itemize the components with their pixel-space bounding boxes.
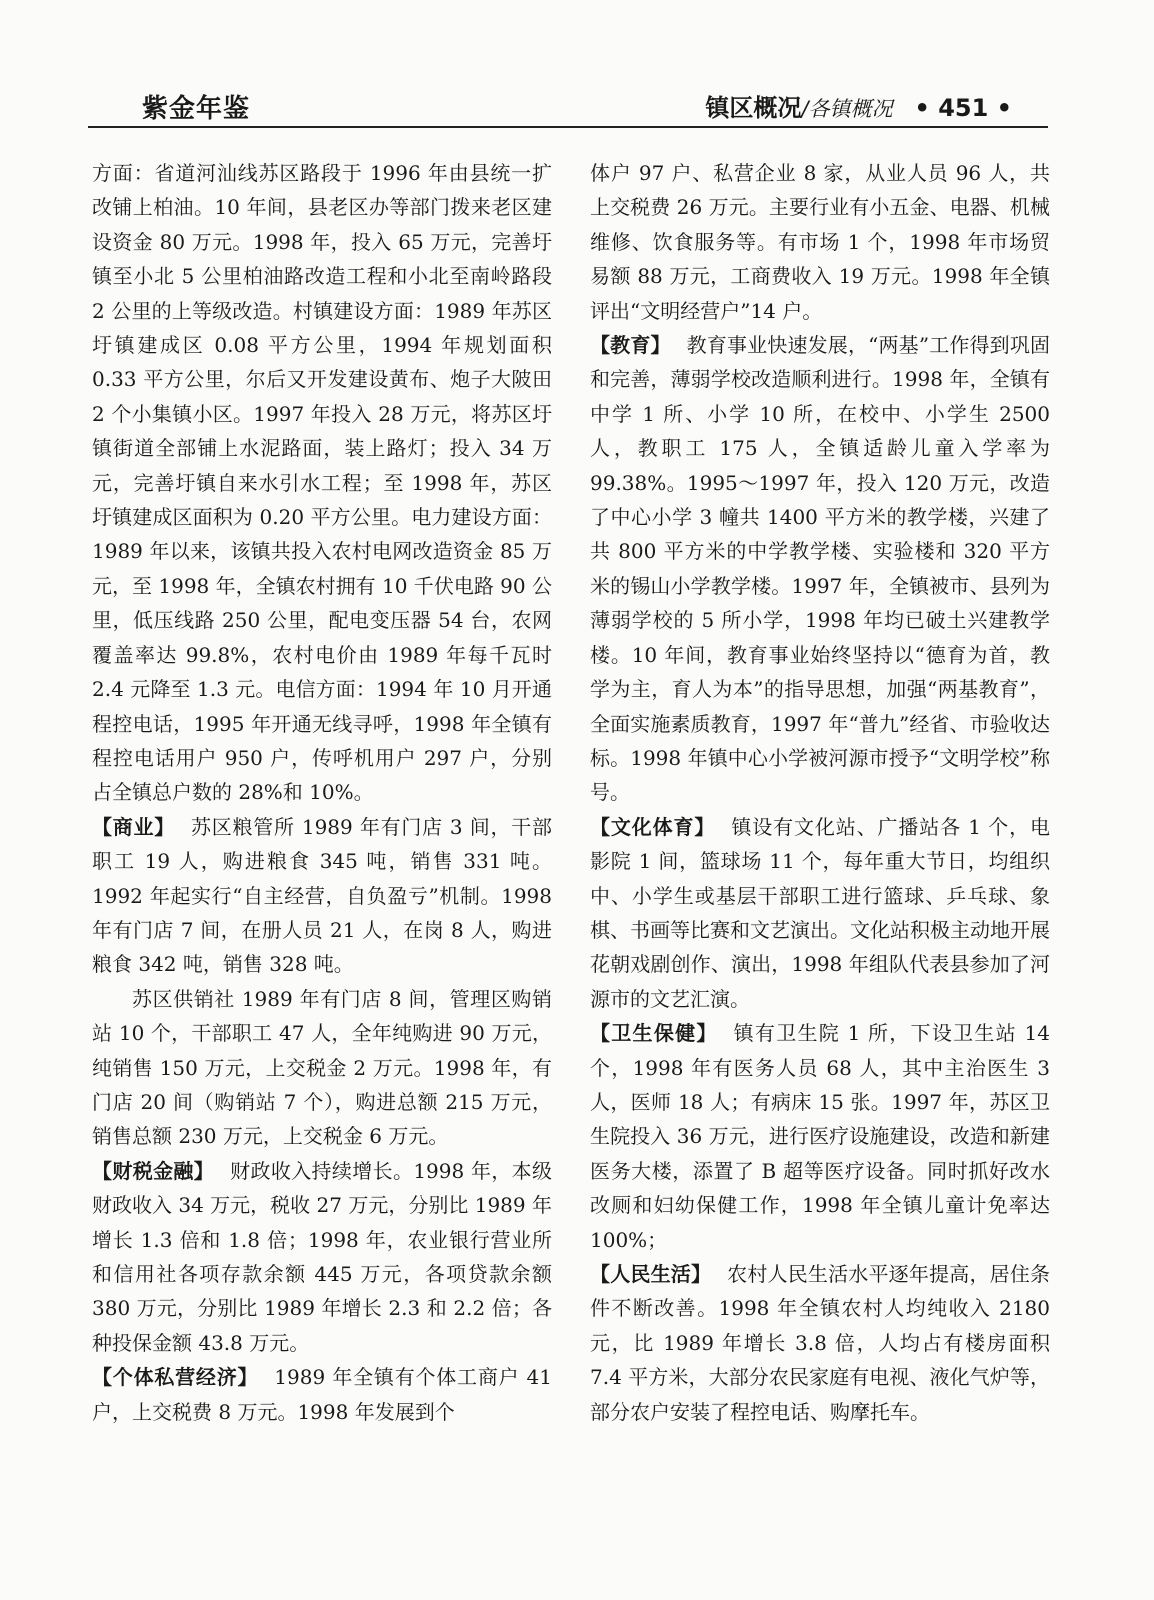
commerce-text: 苏区粮管所 1989 年有门店 3 间，干部职工 19 人，购进粮食 345 吨，销售 331 吨。1992 年起实行“自主经营，自负盈亏”机制。1998 年有门店 7 间，在册人员 21 人，在岗 8 人，购进粮食 342 吨，销售 328 吨。 [92,814,553,977]
private-economy-text: 1989 年全镇有个体工商户 41 户，上交税费 8 万元。1998 年发展到个 [92,1365,553,1424]
paragraph-finance [92,1154,552,1360]
section-subtitle: /各镇概况 [801,97,893,121]
section-heading-commerce: 【商业】 [92,814,175,839]
section-title: 镇区概况 [705,94,802,122]
left-column [92,156,552,1429]
right-column [590,156,1050,1429]
culture-sports-text: 镇设有文化站、广播站各 1 个，电影院 1 间，篮球场 11 个，每年重大节日，均组织中、小学生或基层干部职工进行篮球、乒乓球、象棋、书画等比赛和文艺演出。文化站积极主动地开展花朝戏剧创作、演出，1998 年组队代表县参加了河源市的文艺汇演。 [590,814,1050,1011]
section-heading-culture-sports: 【文化体育】 [590,814,716,839]
section-header [705,88,1012,123]
running-header [88,86,1048,130]
paragraph-private-economy [92,1360,552,1429]
finance-text: 财政收入持续增长。1998 年，本级财政收入 34 万元，税收 27 万元，分别比 1989 年增长 1.3 倍和 1.8 倍；1998 年，农业银行营业所和信用社各项存款余额 445 万元，各项贷款余额 380 万元，分别比 1989 年增长 2.3 和 2.2 倍；各种投保金额 43.8 万元。 [92,1158,553,1355]
header-rule [88,126,1048,128]
section-heading-finance: 【财税金融】 [92,1158,215,1183]
section-heading-health: 【卫生保健】 [590,1021,718,1046]
paragraph-private-economy-cont: 体户 97 户、私营企业 8 家，从业人员 96 人，共上交税费 26 万元。主要行业有小五金、电器、机械维修、饮食服务等。有市场 1 个，1998 年市场贸易额 88 万元，工商费收入 19 万元。1998 年全镇评出“文明经营户”14 户。 [590,161,1050,323]
section-heading-private-economy: 【个体私营经济】 [92,1365,259,1390]
living-text: 农村人民生活水平逐年提高，居住条件不断改善。1998 年全镇农村人均纯收入 2180 元，比 1989 年增长 3.8 倍，人均占有楼房面积 7.4 平方米，大部分农民家庭有电视、液化气炉等，部分农户安装了程控电话、购摩托车。 [590,1262,1051,1424]
page-number: • 451 • [914,94,1012,122]
paragraph-supply-coop: 苏区供销社 1989 年有门店 8 间，管理区购销站 10 个，干部职工 47 人，全年纯购进 90 万元，纯销售 150 万元，上交税金 2 万元。1998 年，有门店 20 间（购销站 7 个），购进总额 215 万元，销售总额 230 万元，上交税金 6 万元。 [92,986,552,1149]
paragraph-infrastructure: 方面：省道河汕线苏区路段于 1996 年由县统一扩改铺上柏油。10 年间，县老区办等部门拨来老区建设资金 80 万元。1998 年，投入 65 万元，完善圩镇至小北 5 公里柏油路改造工程和小北至南岭路段 2 公里的上等级改造。村镇建设方面：1989 年苏区圩镇建成区 0.08 平方公里，1994 年规划面积 0.33 平方公里，尔后又开发建设黄布、炮子大陂田 2 个小集镇小区。1997 年投入 28 万元，将苏区圩镇街道全部铺上水泥路面，装上路灯；投入 34 万元，完善圩镇自来水引水工程；至 1998 年，苏区圩镇建成区面积为 0.20 平方公里。电力建设方面：1989 年以来，该镇共投入农村电网改造资金 85 万元，至 1998 年，全镇农村拥有 10 千伏电路 90 公里，低压线路 250 公里，配电变压器 54 台，农网覆盖率达 99.8%，农村电价由 1989 年每千瓦时 2.4 元降至 1.3 元。电信方面：1994 年 10 月开通程控电话，1995 年开通无线寻呼，1998 年全镇有程控电话用户 950 户，传呼机用户 297 户，分别占全镇总户数的 28%和 10%。 [92,161,552,805]
section-heading-education: 【教育】 [590,333,671,358]
paragraph-commerce [92,810,552,982]
paragraph-education [590,328,1050,810]
section-heading-living: 【人民生活】 [590,1262,712,1286]
health-text: 镇有卫生院 1 所，下设卫生站 14 个，1998 年有医务人员 68 人，其中主治医生 3 人，医师 18 人；有病床 15 张。1997 年，苏区卫生院投入 36 万元，进行医疗设施建设，改造和新建医务大楼，添置了 B 超等医疗设备。同时抓好改水改厕和妇幼保健工作，1998 年全镇儿童计免率达 100%； [590,1021,1051,1252]
paragraph-culture-sports [590,810,1050,1016]
book-title: 紫金年鉴 [142,94,251,124]
paragraph-living [590,1257,1050,1429]
paragraph-health [590,1016,1050,1257]
education-text: 教育事业快速发展，“两基”工作得到巩固和完善，薄弱学校改造顺利进行。1998 年，全镇有中学 1 所、小学 10 所，在校中、小学生 2500 人，教职工 175 人，全镇适龄儿童入学率为 99.38%。1995～1997 年，投入 120 万元，改造了中心小学 3 幢共 1400 平方米的教学楼，兴建了共 800 平方米的中学教学楼、实验楼和 320 平方米的锡山小学教学楼。1997 年，全镇被市、县列为薄弱学校的 5 所小学，1998 年均已破土兴建教学楼。10 年间，教育事业始终坚持以“德育为首，教学为主，育人为本”的指导思想，加强“两基教育”，全面实施素质教育，1997 年“普九”经省、市验收达标。1998 年镇中心小学被河源市授予“文明学校”称号。 [590,333,1051,805]
